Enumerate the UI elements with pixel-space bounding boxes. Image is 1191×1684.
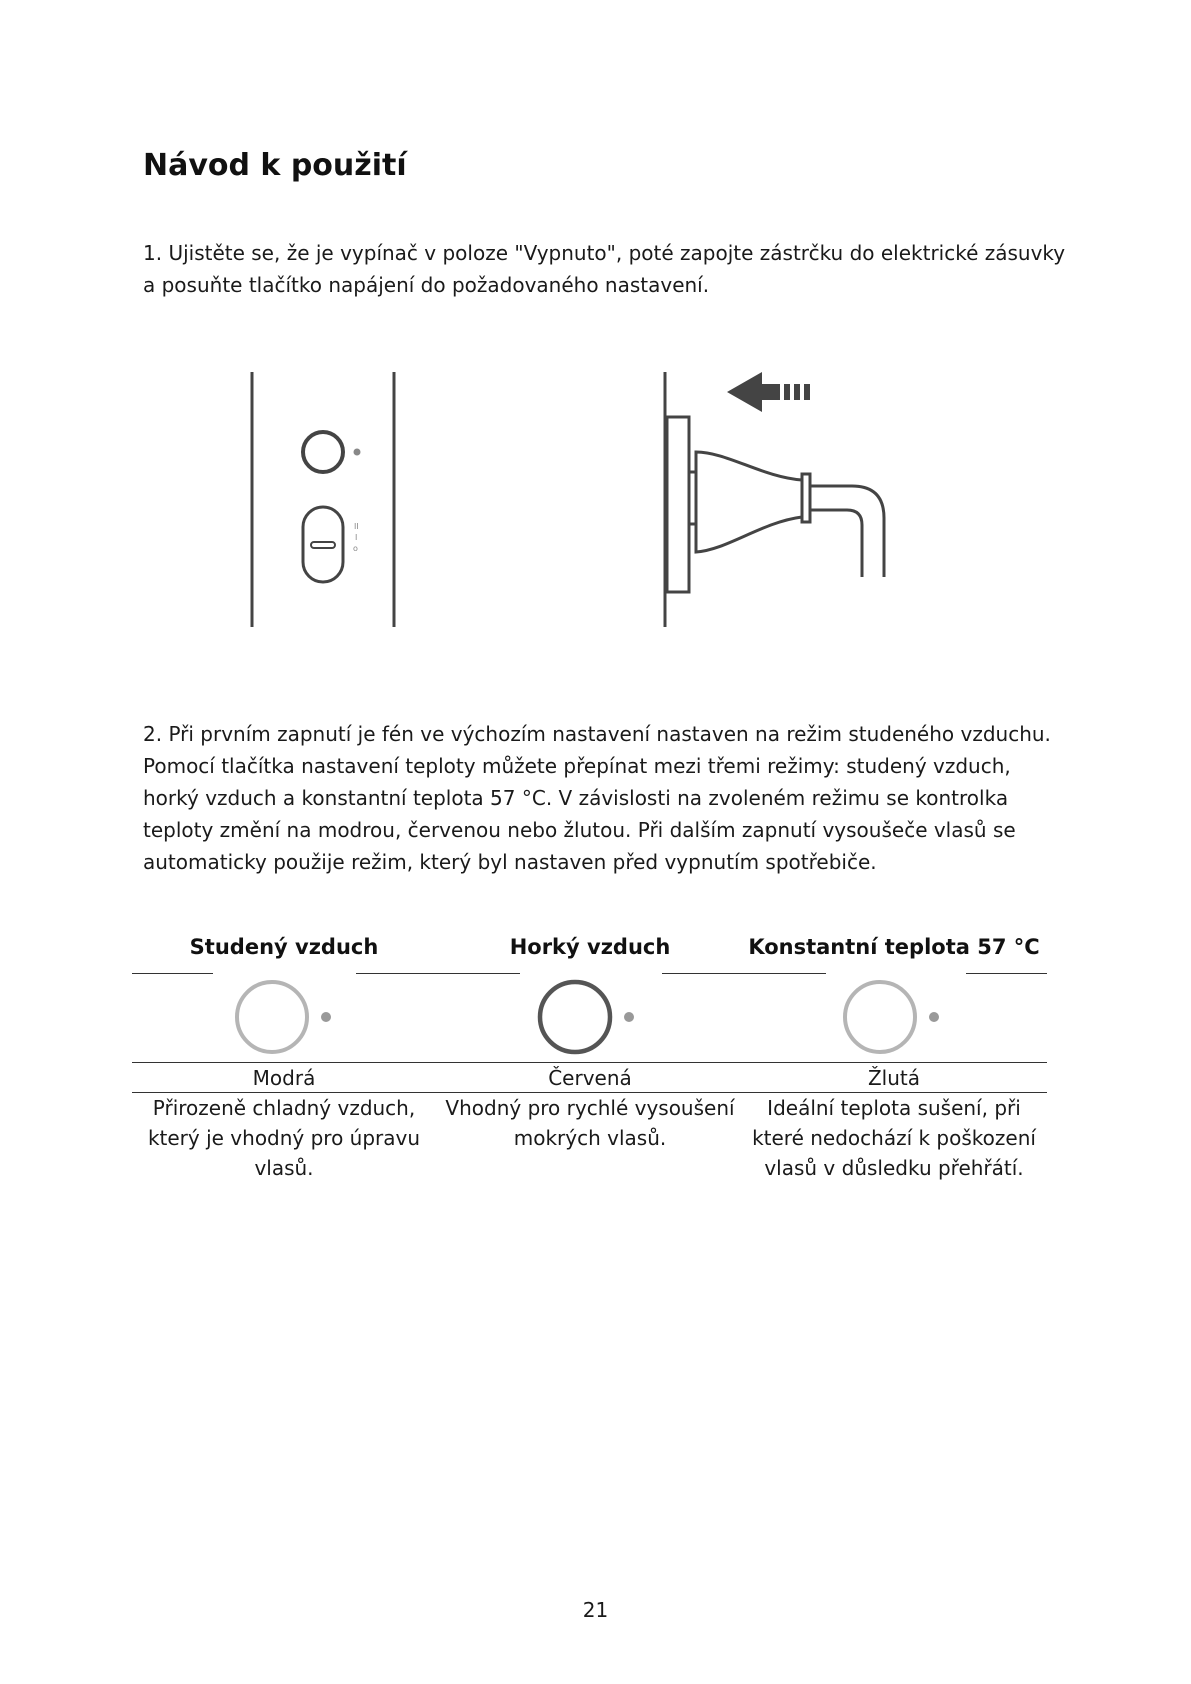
mode-description-cold: Přirozeně chladný vzduch, který je vhodný pro úpravu vlasů. (147, 1096, 421, 1180)
svg-text:I: I (355, 533, 358, 542)
svg-text:o: o (353, 544, 358, 553)
step-2-text: 2. Při prvním zapnutí je fén ve výchozím nastavení nastaven na režim studeného vzduchu. Pomocí tlačítka nastavení teploty můžete přepínat mezi třemi režimy: studený vzduch, horký vzduch a konstantní teplota 57 °C. V závislosti na zvoleném režimu se kontrolka teploty změní na modrou, červenou nebo žlutou. Při dalším zapnutí vysoušeče vlasů se automaticky použije režim, který byl nastaven před vypnutím spotřebiče. (143, 722, 1051, 874)
mode-color-cold: Modrá (252, 1066, 316, 1090)
page-number: 21 (582, 1598, 609, 1622)
mode-table (132, 935, 1047, 1195)
temperature-button-icon (303, 432, 361, 472)
page-title: Návod k použití (143, 148, 407, 183)
mode-color-hot: Červená (548, 1066, 632, 1090)
mode-color-constant: Žlutá (867, 1066, 921, 1090)
mode-description-hot: Vhodný pro rychlé vysoušení mokrých vlasů. (445, 1096, 735, 1150)
mode-header-hot: Horký vzduch (509, 935, 671, 959)
mode-header-cold: Studený vzduch (189, 935, 379, 959)
switch-panel-illustration (236, 362, 401, 632)
hot-indicator-icon (535, 977, 645, 1061)
mode-description-constant: Ideální teplota sušení, při které nedochází k poškození vlasů v důsledku přehřátí. (752, 1096, 1036, 1180)
plug-insertion-illustration (652, 362, 932, 632)
insert-arrow-icon (727, 372, 810, 412)
step-1-text: 1. Ujistěte se, že je vypínač v poloze "Vypnuto", poté zapojte zástrčku do elektrické zásuvky a posuňte tlačítko napájení do požadovaného nastavení. (143, 241, 1066, 297)
svg-text:II: II (354, 522, 359, 531)
power-slider-icon (303, 507, 359, 582)
mode-header-constant: Konstantní teplota 57 °C (748, 935, 1040, 959)
constant-indicator-icon (840, 977, 950, 1061)
cold-indicator-icon (232, 977, 342, 1061)
